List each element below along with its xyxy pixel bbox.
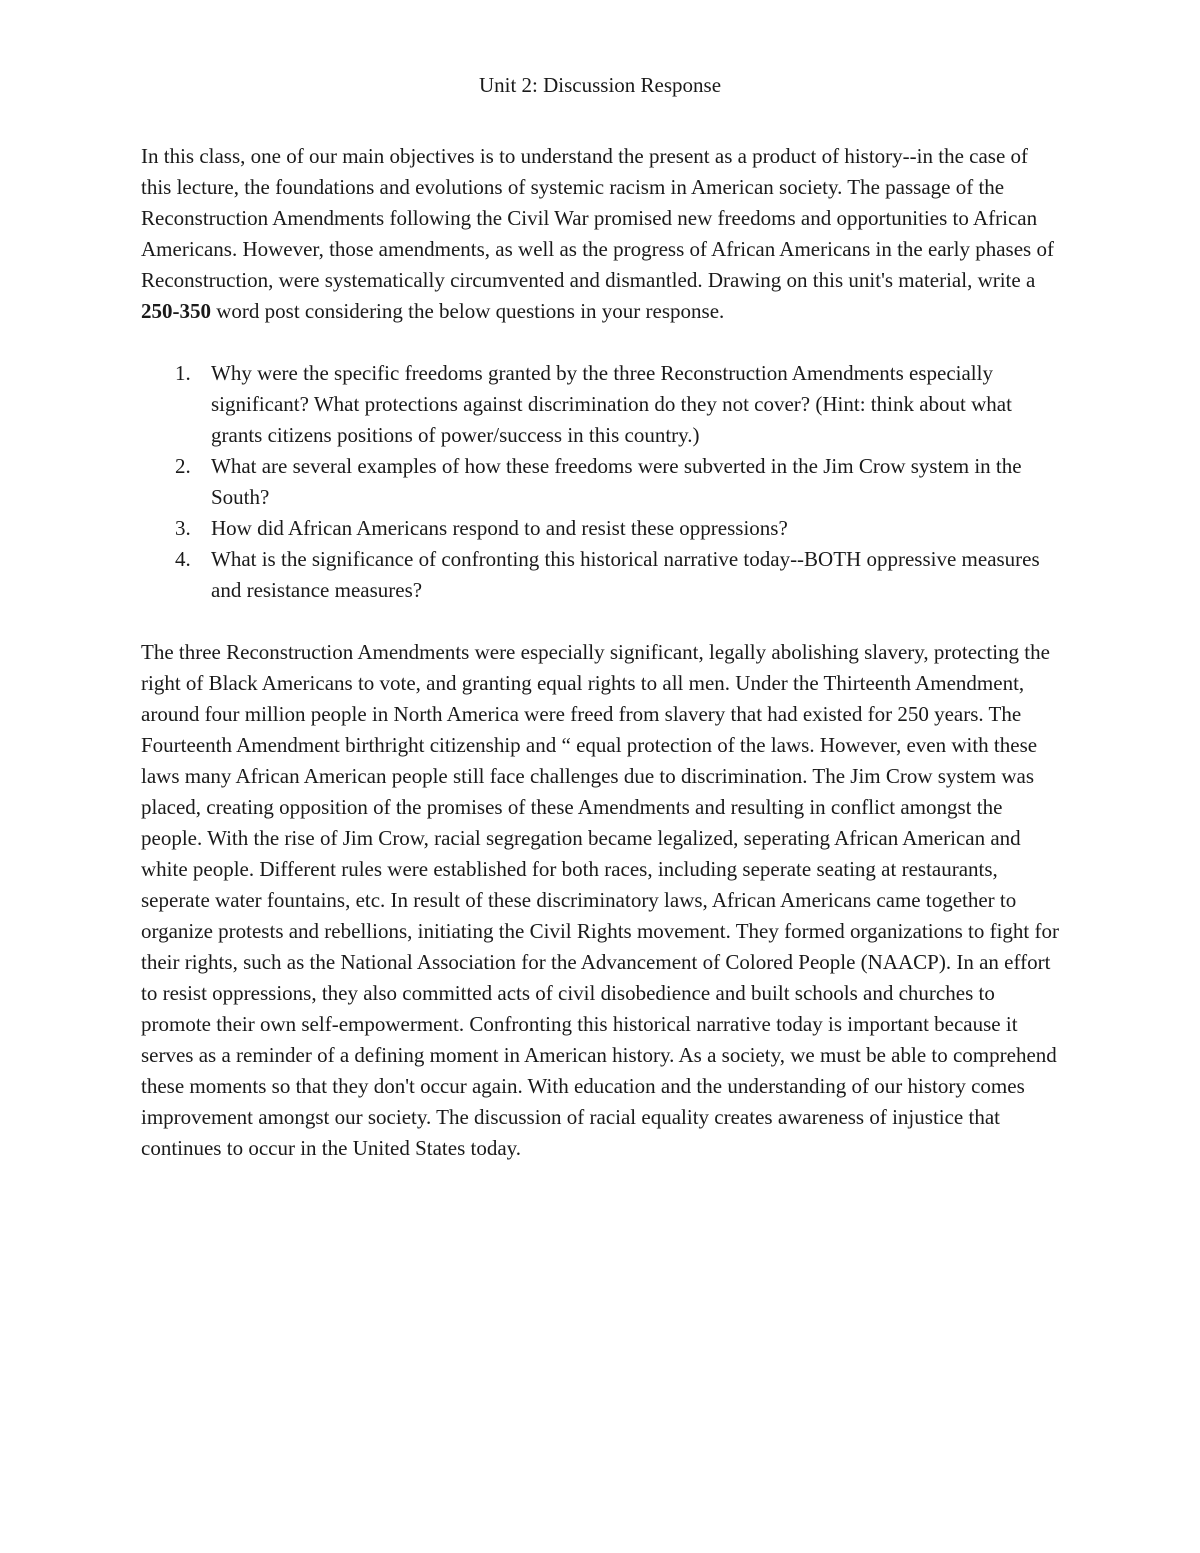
question-number: 1. xyxy=(175,361,191,385)
question-item xyxy=(141,451,1061,513)
question-list xyxy=(141,358,1061,606)
question-item xyxy=(141,544,1061,606)
response-paragraph: The three Reconstruction Amendments were especially significant, legally abolishing slavery, protecting the right of Black Americans to vote, and granting equal rights to all men. Under the Thirteenth Amendment, around four million people in North America were freed from slavery that had existed for 250 years. The Fourteenth Amendment birthright citizenship and “ equal protection of the laws. However, even with these laws many African American people still face challenges due to discrimination. The Jim Crow system was placed, creating opposition of the promises of these Amendments and resulting in conflict amongst the people. With the rise of Jim Crow, racial segregation became legalized, seperating African American and white people. Different rules were established for both races, including seperate seating at restaurants, seperate water fountains, etc. In result of these discriminatory laws, African Americans came together to organize protests and rebellions, initiating the Civil Rights movement. They formed organizations to fight for their rights, such as the National Association for the Advancement of Colored People (NAACP). In an effort to resist oppressions, they also committed acts of civil disobedience and built schools and churches to promote their own self-empowerment. Confronting this historical narrative today is important because it serves as a reminder of a defining moment in American history. As a society, we must be able to comprehend these moments so that they don't occur again. With education and the understanding of our history comes improvement amongst our society. The discussion of racial equality creates awareness of injustice that continues to occur in the United States today. xyxy=(141,640,1060,1160)
prompt-text-start: In this class, one of our main objectives is to understand the present as a product of history--in the case of this lecture, the foundations and evolutions of systemic racism in American society. The passage of the Reconstruction Amendments following the Civil War promised new freedoms and opportunities to African Americans. However, those amendments, as well as the progress of African Americans in the early phases of Reconstruction, were systematically circumvented and dismantled. Drawing on this unit's material, write a xyxy=(141,144,1054,292)
question-text: What is the significance of confronting this historical narrative today--BOTH oppressive measures and resistance measures? xyxy=(211,547,1040,602)
question-item xyxy=(141,358,1061,451)
question-text: How did African Americans respond to and resist these oppressions? xyxy=(211,516,788,540)
question-number: 3. xyxy=(175,516,191,540)
prompt-paragraph xyxy=(141,141,1061,327)
question-number: 2. xyxy=(175,454,191,478)
question-item xyxy=(141,513,1061,544)
document-body xyxy=(141,141,1061,1164)
prompt-text-end: word post considering the below questions in your response. xyxy=(211,299,725,323)
question-text: What are several examples of how these freedoms were subverted in the Jim Crow system in the South? xyxy=(211,454,1022,509)
word-count-range: 250-350 xyxy=(141,299,211,323)
question-text: Why were the specific freedoms granted by the three Reconstruction Amendments especially significant? What protections against discrimination do they not cover? (Hint: think about what grants citizens positions of power/success in this country.) xyxy=(211,361,1012,447)
question-number: 4. xyxy=(175,547,191,571)
page-title: Unit 2: Discussion Response xyxy=(478,73,722,97)
